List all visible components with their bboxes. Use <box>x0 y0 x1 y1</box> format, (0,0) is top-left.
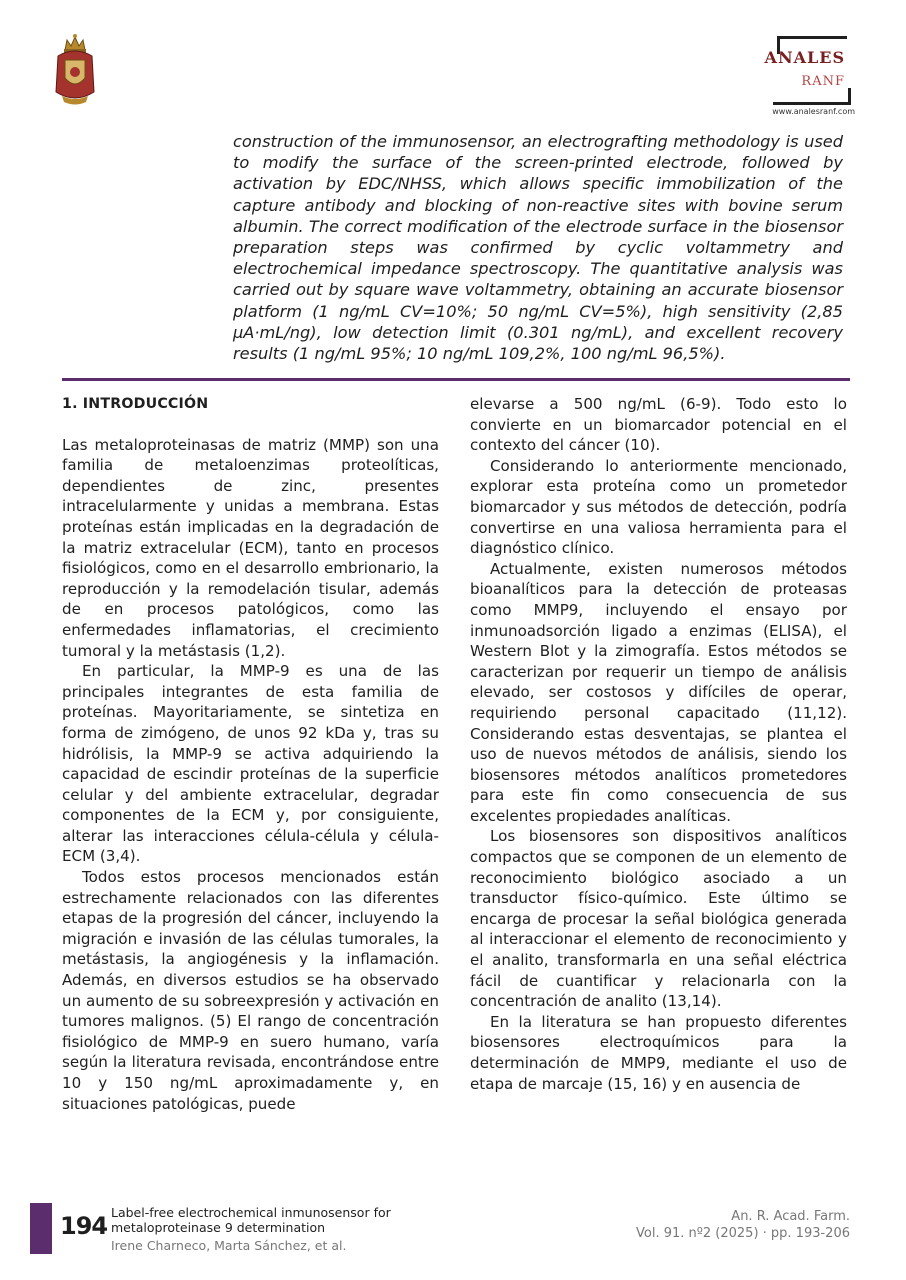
footer-accent-bar <box>30 1203 52 1254</box>
royal-academy-crest-icon <box>52 32 98 108</box>
footer-journal-name: An. R. Acad. Farm. <box>731 1209 850 1224</box>
section-heading: 1. INTRODUCCIÓN <box>62 396 209 412</box>
logo-subname: RANF <box>801 74 845 89</box>
logo-url: www.analesranf.com <box>772 107 855 116</box>
paragraph: Todos estos procesos mencionados están estrechamente relacionados con las diferentes etapas de la progresión del cáncer, incluyendo la migración e invasión de las células tumorales, la metástasis, la angiogénesis y la inflamación. Además, en diversos estudios se ha observado un aumento de su sobreexpresión y activación en tumores malignos. (5) El rango de concentración fisiológico de MMP-9 en suero humano, varía según la literatura revisada, encontrándose entre 10 y 150 ng/mL aproximadamente y, en situaciones patológicas, puede <box>62 868 439 1113</box>
paragraph: Los biosensores son dispositivos analíticos compactos que se componen de un elemento de reconocimiento biológico asociado a un transductor físico-químico. Este último se encarga de procesar la señal biológica generada al interaccionar el elemento de reconocimiento y el analito, transformarla en una señal eléctrica fácil de cuantificar y relacionarla con la concentración de analito (13,14). <box>470 827 847 1011</box>
footer-article-title: Label-free electrochemical inmunosensor for metaloproteinase 9 determination <box>111 1205 391 1235</box>
paragraph-continuation: elevarse a 500 ng/mL (6-9). Todo esto lo convierte en un biomarcador potencial en el contexto del cáncer (10). <box>470 395 847 455</box>
paragraph: Las metaloproteinasas de matriz (MMP) son una familia de metaloenzimas proteolíticas, dependientes de zinc, presentes intracelularmente y unidas a membrana. Estas proteínas están implicadas en la degradación de la matriz extracelular (ECM), tanto en procesos fisiológicos, como en el desarrollo embrionario, la reproducción y la remodelación tisular, además de en procesos patológicos, como las enfermedades inflamatorias, el crecimiento tumoral y la metástasis (1,2). <box>62 435 439 660</box>
abstract-text: construction of the immunosensor, an electrografting methodology is used to modify the surface of the screen-printed electrode, followed by activation by EDC/NHSS, which allows specific immobilization of the capture antibody and blocking of non-reactive sites with bovine serum albumin. The correct modification of the electrode surface in the biosensor preparation steps was confirmed by cyclic voltammetry and electrochemical impedance spectroscopy. The quantitative analysis was carried out by square wave voltammetry, obtaining an accurate biosensor platform (1 ng/mL CV=10%; 50 ng/mL CV=5%), high sensitivity (2,85 μA·mL/ng), low detection limit (0.301 ng/mL), and excellent recovery results (1 ng/mL 95%; 10 ng/mL 109,2%, 100 ng/mL 96,5%). <box>233 132 843 364</box>
logo-name: ANALES <box>764 48 845 67</box>
logo-bracket-bottom <box>773 88 851 105</box>
paragraph: En particular, la MMP-9 es una de las principales integrantes de esta familia de proteínas. Mayoritariamente, se sintetiza en forma de zimógeno, de unos 92 kDa y, tras su hidrólisis, la MMP-9 se activa adquiriendo la capacidad de escindir proteínas de la superficie celular y del ambiente extracelular, degradar componentes de la ECM y, por consiguiente, alterar las interacciones célula-célula y célula-ECM (3,4). <box>62 662 439 866</box>
journal-logo <box>755 36 855 122</box>
footer-authors: Irene Charneco, Marta Sánchez, et al. <box>111 1238 347 1253</box>
body-column-left <box>62 394 439 1114</box>
paragraph: Actualmente, existen numerosos métodos bioanalíticos para la detección de proteasas como MMP9, incluyendo el ensayo por inmunoadsorción ligado a enzimas (ELISA), el Western Blot y la zimografía. Estos métodos se caracterizan por requerir un tiempo de análisis elevado, ser costosos y difíciles de operar, requiriendo personal capacitado (11,12). Considerando estas desventajas, se plantea el uso de nuevos métodos de análisis, siendo los biosensores métodos analíticos prometedores para este fin como consecuencia de sus excelentes propiedades analíticas. <box>470 559 847 825</box>
body-column-right <box>470 394 847 1094</box>
paragraph: Considerando lo anteriormente mencionado, explorar esta proteína como un prometedor biomarcador y sus métodos de detección, podría convertirse en una valiosa herramienta para el diagnóstico clínico. <box>470 456 847 558</box>
footer-journal-info <box>636 1208 850 1242</box>
footer-volume: Vol. 91. nº2 (2025) · pp. 193-206 <box>636 1226 850 1241</box>
section-divider <box>62 378 850 381</box>
page-number: 194 <box>60 1212 108 1240</box>
paragraph: En la literatura se han propuesto diferentes biosensores electroquímicos para la determinación de MMP9, mediante el uso de etapa de marcaje (15, 16) y en ausencia de <box>470 1012 847 1093</box>
